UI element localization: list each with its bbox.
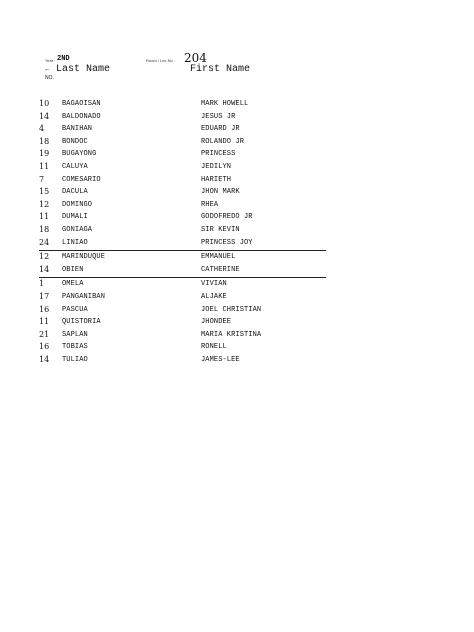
first-name: JESUS JR — [201, 112, 236, 121]
table-row — [0, 123, 474, 136]
row-number: 1 — [39, 279, 45, 289]
row-number: 12 — [39, 251, 50, 262]
table-row — [0, 278, 474, 291]
row-number: 19 — [39, 149, 50, 159]
row-number: 16 — [39, 304, 50, 314]
last-name: COMESARIO — [62, 175, 101, 184]
table-row — [0, 110, 474, 123]
table-row — [0, 148, 474, 161]
last-name: DOMINGO — [62, 200, 93, 209]
last-name: BUGAYONG — [62, 150, 97, 159]
first-name: EMMANUEL — [201, 252, 236, 262]
table-row — [0, 354, 474, 367]
table-row — [0, 341, 474, 354]
first-name: ROLANDO JR — [201, 137, 245, 146]
last-name: BALDONADO — [62, 112, 101, 121]
row-number: 18 — [39, 224, 50, 235]
last-name: QUISTORIA — [62, 317, 101, 327]
row-number: 18 — [39, 136, 50, 146]
first-name: JOEL CHRISTIAN — [201, 305, 262, 314]
table-row — [0, 186, 474, 199]
last-name: OMELA — [62, 280, 84, 289]
row-number: 16 — [39, 342, 50, 352]
no-column-label: NO. — [45, 75, 54, 81]
first-name: HARIETH — [201, 175, 232, 184]
row-number: 11 — [39, 212, 50, 222]
table-row — [0, 251, 474, 264]
row-number: 10 — [39, 98, 50, 109]
last-name: DACULA — [62, 187, 88, 197]
first-name: ALJAKE — [201, 292, 227, 302]
table-row — [0, 303, 474, 316]
last-name: TULIAO — [62, 355, 88, 365]
table-row — [0, 224, 474, 237]
first-name: JHON MARK — [201, 187, 240, 197]
last-name: SAPLAN — [62, 330, 88, 339]
last-name: CALUYA — [62, 162, 88, 172]
first-name: VIVIAN — [201, 280, 227, 289]
last-name: OBIEN — [62, 265, 84, 274]
last-name: BANIHAN — [62, 124, 93, 134]
first-name: JAMES-LEE — [201, 355, 240, 365]
room-number: 204 — [184, 51, 207, 65]
row-number: 17 — [39, 291, 50, 302]
last-name: MARINDUQUE — [62, 252, 106, 262]
first-name: EDUARD JR — [201, 124, 240, 134]
first-name: JEDILYN — [201, 162, 232, 172]
first-name: PRINCESS JOY — [201, 238, 253, 247]
table-row — [0, 263, 474, 276]
row-number: 14 — [39, 111, 50, 121]
table-row — [0, 211, 474, 224]
last-name: TOBIAS — [62, 343, 88, 352]
back-arrow-icon: ← — [44, 66, 51, 73]
last-name: LINIAO — [62, 238, 88, 247]
table-row — [0, 291, 474, 304]
table-row — [0, 161, 474, 174]
first-name: PRINCESS — [201, 150, 236, 159]
last-name: GONIAGA — [62, 225, 93, 235]
row-number: 12 — [39, 199, 50, 209]
room-label: Room / Lec No : — [146, 58, 175, 63]
first-name: MARK HOWELL — [201, 99, 249, 109]
first-name: RHEA — [201, 200, 219, 209]
first-name: RONELL — [201, 343, 227, 352]
year-value: 2ND — [57, 55, 70, 63]
row-number: 4 — [39, 123, 45, 134]
year-label: Year : — [45, 58, 56, 63]
first-name: SIR KEVIN — [201, 225, 240, 235]
first-name: GODOFREDO JR — [201, 213, 253, 222]
table-row — [0, 236, 474, 249]
row-number: 7 — [39, 174, 45, 184]
table-row — [0, 98, 474, 111]
row-number: 11 — [39, 316, 50, 327]
row-number: 15 — [39, 186, 50, 197]
last-name: BONDOC — [62, 137, 88, 146]
table-row — [0, 316, 474, 329]
first-name-header: First Name — [190, 64, 251, 75]
last-name: PANGANIBAN — [62, 292, 106, 302]
row-number: 11 — [39, 161, 50, 172]
row-number: 21 — [39, 329, 50, 339]
last-name: BAGAOISAN — [62, 99, 101, 109]
row-number: 24 — [39, 237, 50, 247]
row-number: 14 — [39, 354, 50, 365]
first-name: JHONDEE — [201, 317, 232, 327]
first-name: CATHERINE — [201, 265, 240, 274]
table-row — [0, 173, 474, 186]
row-number: 14 — [39, 264, 50, 274]
first-name: MARIA KRISTINA — [201, 330, 262, 339]
last-name-header: Last Name — [56, 64, 111, 75]
last-name: PASCUA — [62, 305, 88, 314]
last-name: DUMALI — [62, 213, 88, 222]
